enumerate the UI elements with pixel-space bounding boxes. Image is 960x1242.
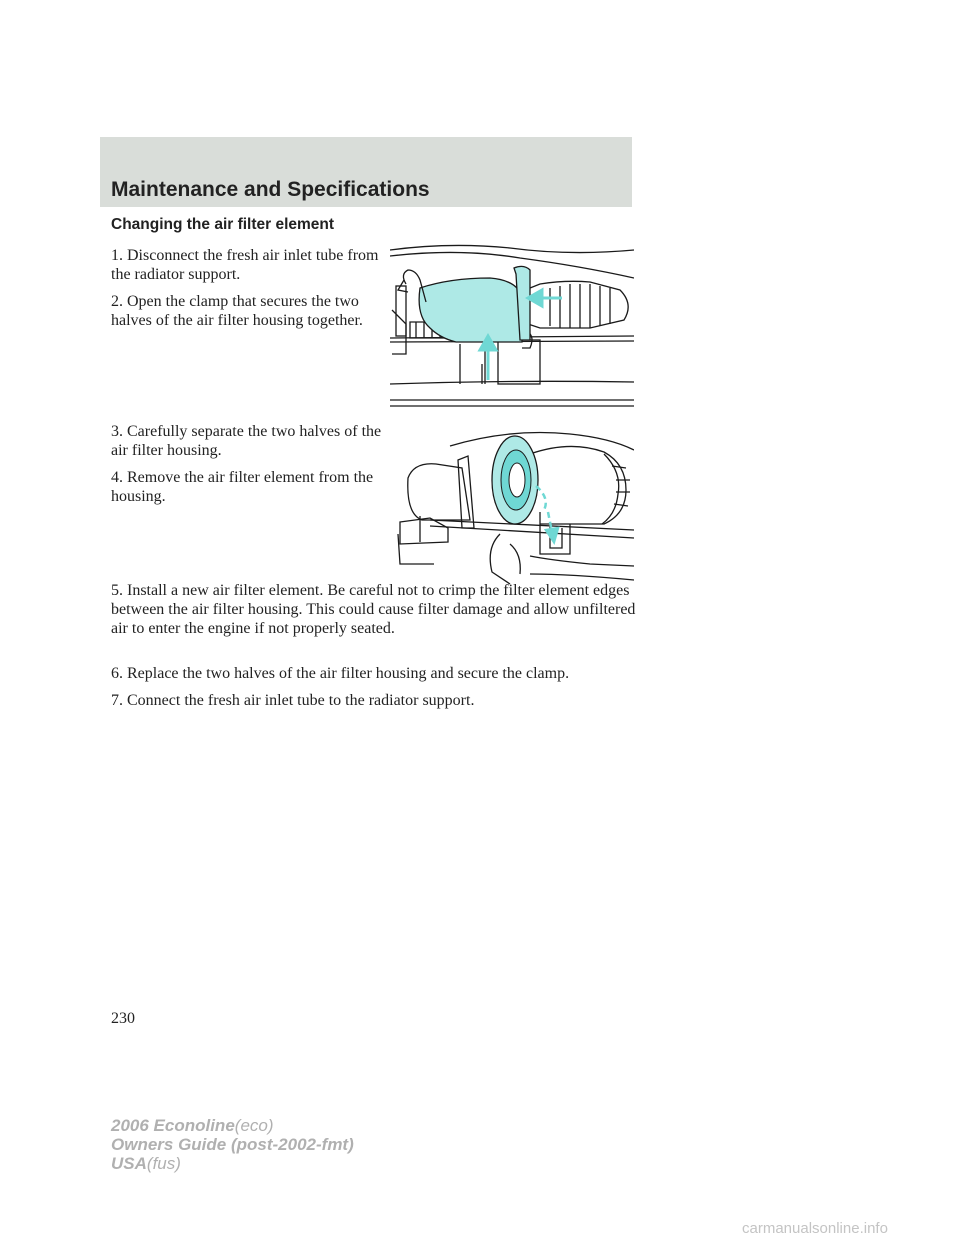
- footer-model-code: (eco): [234, 1116, 274, 1135]
- footer-line-market: [111, 1154, 354, 1173]
- step-1: 1. Disconnect the fresh air inlet tube from the radiator support.: [111, 247, 379, 283]
- footer-line-guide: [111, 1135, 354, 1154]
- section-heading: Changing the air filter element: [111, 216, 335, 233]
- step-7: 7. Connect the fresh air inlet tube to the radiator support.: [111, 692, 475, 709]
- step-2: 2. Open the clamp that secures the two halves of the air filter housing together.: [111, 293, 363, 329]
- step-3: 3. Carefully separate the two halves of the air filter housing.: [111, 423, 382, 459]
- air-filter-element-illustration: [390, 424, 634, 592]
- footer-market-code: (fus): [146, 1154, 181, 1173]
- footer-guide: Owners Guide (post-2002-fmt): [111, 1135, 354, 1154]
- watermark: carmanualsonline.info: [742, 1220, 888, 1237]
- page-number: 230: [111, 1010, 135, 1027]
- document-footer: [111, 1116, 354, 1173]
- step-4: 4. Remove the air filter element from the housing.: [111, 469, 374, 505]
- air-inlet-tube-illustration: [390, 244, 634, 412]
- step-5: 5. Install a new air filter element. Be careful not to crimp the filter element edges between the air filter housing. This could cause filter damage and allow unfiltered air to enter the engine if not properly seated.: [111, 582, 636, 637]
- footer-model: 2006 Econoline: [111, 1116, 235, 1135]
- footer-market: USA: [111, 1154, 147, 1173]
- footer-line-model: [111, 1116, 354, 1135]
- step-6: 6. Replace the two halves of the air filter housing and secure the clamp.: [111, 665, 570, 682]
- page-section-title: Maintenance and Specifications: [111, 178, 430, 201]
